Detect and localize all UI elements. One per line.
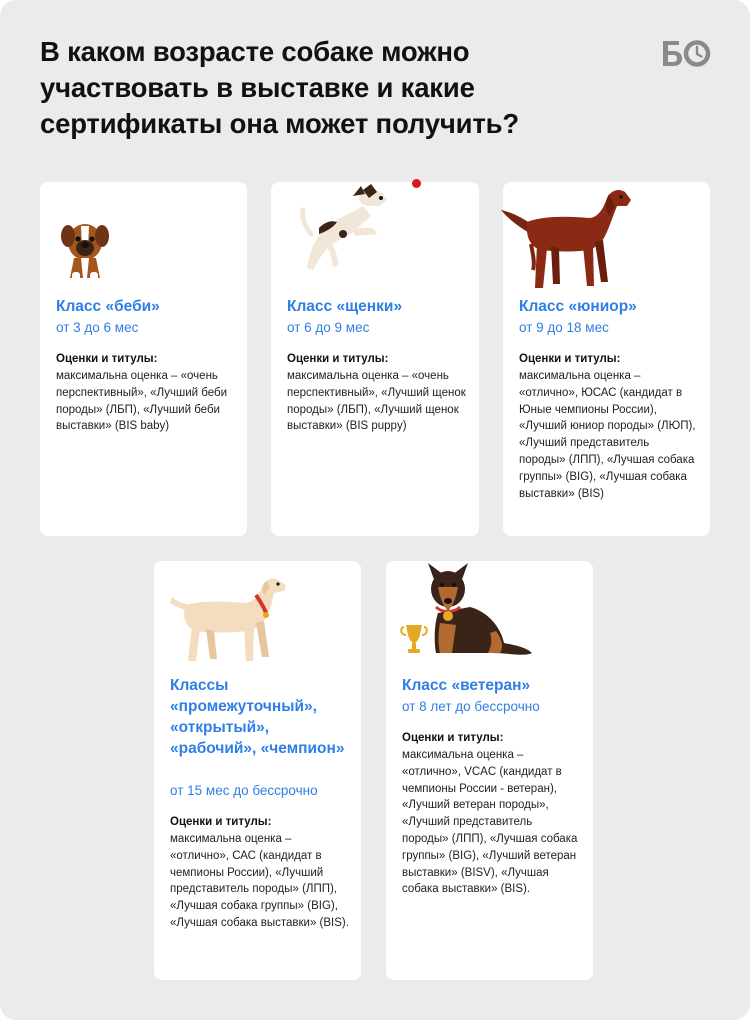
card-description: максимальна оценка – «очень перспективный», «Лучший щенок породы» (ЛБП), «Лучший щенок выставки» (BIS puppy) [287,370,466,433]
card-veteran-class [386,561,593,980]
card-title: Класс «ветеран» [402,677,531,694]
card-subheading: Оценки и титулы: [170,816,272,828]
card-age-range: от 9 до 18 мес [519,320,609,335]
card-description: максимальна оценка – «отлично», САС (кандидат в чемпионы России), «Лучший представитель породы» (ЛПП), «Лучшая собака группы» (BIG), «Лучшая собака выставки» (BIS). [170,833,349,929]
card-description: максимальна оценка – «отлично», VCAC (кандидат в чемпионы России - ветеран), «Лучший ветеран породы», «Лучший представитель породы» (ЛПП), «Лучшая собака группы» (BIG), «Лучший ветеран выставки» (BISV), «Лучшая собака выставки» (BIS). [402,749,578,896]
card-title: Классы «промежуточный», «открытый», «рабочий», «чемпион» [170,677,345,757]
irish-setter-icon [497,184,637,297]
jumping-terrier-icon [291,176,391,281]
card-description: максимальна оценка – «отлично», ЮСАС (кандидат в Юные чемпионы России), «Лучший юниор породы» (ЛЮП), «Лучший представитель породы» (ЛПП), «Лучшая собака группы» (BIG), «Лучшая собака выставки» (BIS) [519,370,696,500]
card-subheading: Оценки и титулы: [402,732,504,744]
card-title: Класс «щенки» [287,298,403,315]
card-subheading: Оценки и титулы: [56,353,158,365]
german-shepherd-with-trophy-icon [400,553,536,668]
card-title: Класс «беби» [56,298,160,315]
boxer-puppy-icon [54,212,116,287]
card-age-range: от 15 мес до бессрочно [170,783,318,798]
card-age-range: от 6 до 9 мес [287,320,370,335]
card-subheading: Оценки и титулы: [519,353,621,365]
card-baby-class [40,182,247,536]
bo-logo-icon [660,38,712,75]
card-age-range: от 8 лет до бессрочно [402,699,540,714]
card-subheading: Оценки и титулы: [287,353,389,365]
page-title: В каком возрасте собаке можно участвовать в выставке и какие сертификаты она может получить? [40,36,519,139]
card-age-range: от 3 до 6 мес [56,320,139,335]
card-puppy-class [271,182,479,536]
labrador-icon [166,573,292,668]
card-description: максимальна оценка – «очень перспективный», «Лучший беби породы» (ЛБП), «Лучший беби выставки» (BIS baby) [56,370,227,433]
card-title: Класс «юниор» [519,298,637,315]
red-dot-icon [412,179,421,188]
card-junior-class [503,182,710,536]
card-adult-classes [154,561,361,980]
